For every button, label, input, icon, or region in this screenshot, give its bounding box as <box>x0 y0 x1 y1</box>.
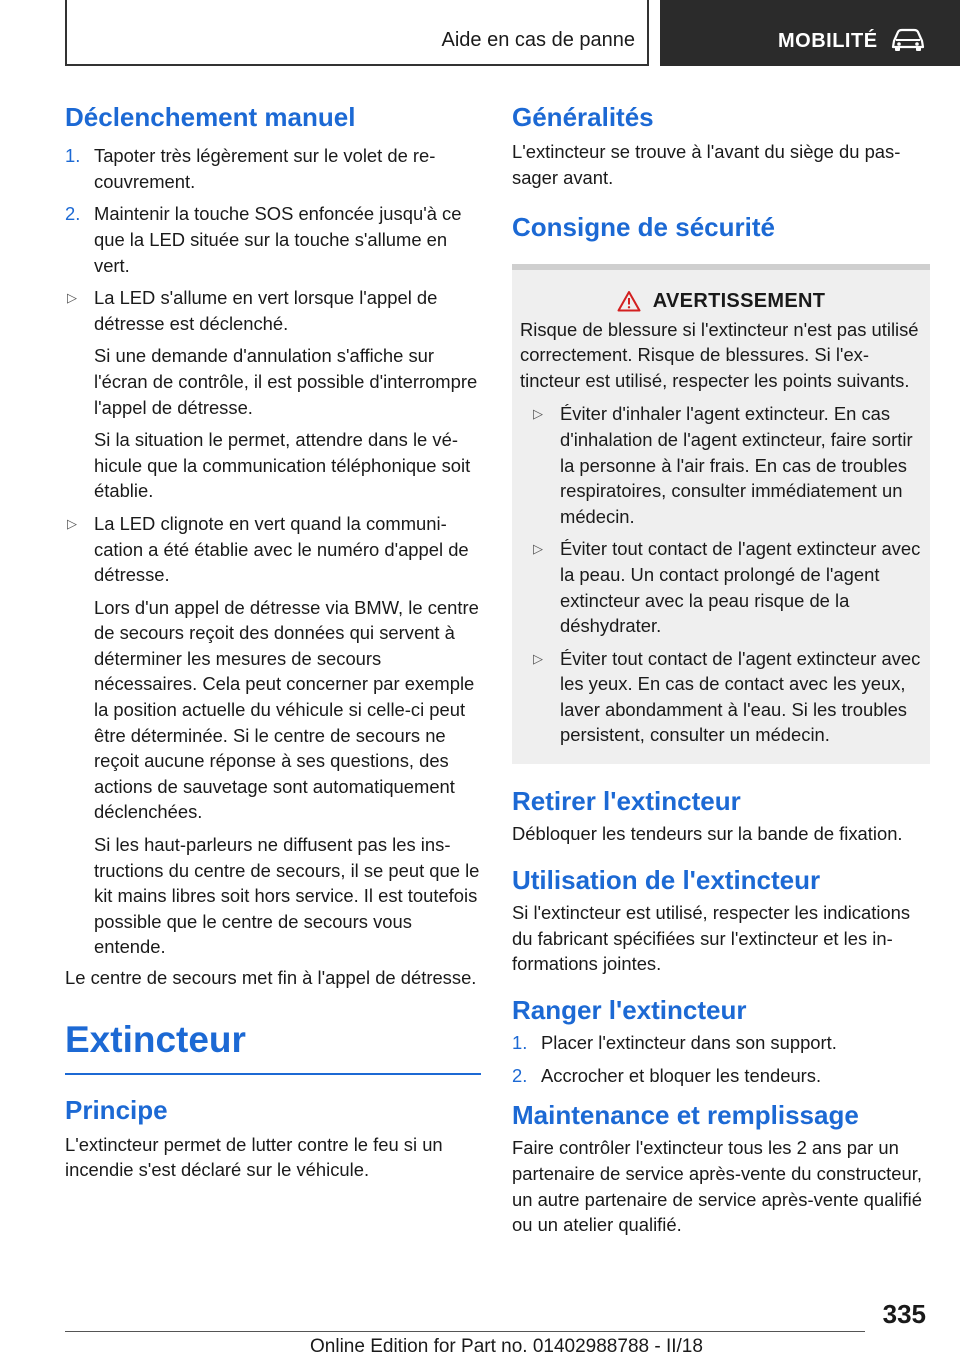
page-header <box>0 0 960 66</box>
page-number: 335 <box>882 1299 926 1329</box>
remove-text: Débloquer les tendeurs sur la bande de fixation. <box>512 823 903 845</box>
bullet-text: La LED clignote en vert quand la communication a été établie avec le numéro d'appel de détresse. <box>94 512 469 586</box>
triangle-bullet-icon: ▷ <box>533 541 543 557</box>
bullet-subtext: Si la situation le permet, attendre dans le véhicule que la communication téléphonique soit établie. <box>94 429 471 502</box>
warning-item-text: Éviter d'inhaler l'agent extincteur. En cas d'inhalation de l'agent extincteur, faire sortir la personne à l'air frais. En cas de troubles respiratoires, consulter immédiatement un médecin. <box>560 403 913 527</box>
maintenance-text: Faire contrôler l'extincteur tous les 2 ans par un partenaire de service après-vente du constructeur, un autre partenaire de service après-vente qualifié ou un atelier qualifié. <box>512 1137 922 1236</box>
store-heading: Ranger l'extincteur <box>512 994 747 1025</box>
list-item <box>531 401 922 529</box>
end-call-text: Le centre de secours met fin à l'appel de détresse. <box>65 967 477 988</box>
triangle-bullet-icon: ▷ <box>533 406 543 422</box>
right-column <box>512 100 930 1238</box>
header-section-title: Aide en cas de panne <box>441 29 635 51</box>
led-bullets-list <box>65 285 481 960</box>
triangle-bullet-icon: ▷ <box>67 515 77 531</box>
list-item <box>65 201 481 278</box>
warning-item-text: Éviter tout contact de l'agent extincteur avec la peau. Un contact prolongé de l'agent extincteur avec la peau risque de la déshydrater. <box>560 538 921 637</box>
step-text: Accrocher et bloquer les tendeurs. <box>541 1064 822 1086</box>
footer-edition: Online Edition for Part no. 01402988788 - II/18 <box>310 1336 703 1357</box>
safety-heading: Consigne de sécurité <box>512 212 775 243</box>
principle-heading: Principe <box>65 1094 168 1125</box>
warning-header <box>520 290 922 313</box>
step-text: Maintenir la touche SOS enfoncée jusqu'à ce que la LED située sur la touche s'allume en vert. <box>94 203 462 276</box>
warning-text: Risque de blessure si l'extincteur n'est pas utilisé correctement. Risque de blessures. Si l'extincteur est utilisé, respecter les points suivants. <box>520 318 919 391</box>
remove-heading: Retirer l'extincteur <box>512 786 741 817</box>
warning-items-list <box>520 401 922 748</box>
triangle-bullet-icon: ▷ <box>533 650 543 666</box>
step-text: Tapoter très légèrement sur le volet de recouvrement. <box>94 145 436 192</box>
warning-item-text: Éviter tout contact de l'agent extincteur avec les yeux. En cas de contact avec les yeux, laver abondamment à l'eau. Si les troubles persistent, consulter un médecin. <box>560 647 921 746</box>
bullet-subtext: Si une demande d'annulation s'affiche sur l'écran de contrôle, il est possible d'interrompre l'appel de détresse. <box>94 345 478 418</box>
list-item <box>65 511 481 960</box>
store-steps-list <box>512 1030 930 1088</box>
header-chapter-label: MOBILITÉ <box>778 30 878 52</box>
use-text: Si l'extincteur est utilisé, respecter les indications du fabricant spécifiées sur l'extincteur et les informations jointes. <box>512 902 911 975</box>
step-text: Placer l'extincteur dans son support. <box>541 1032 837 1053</box>
bullet-text: La LED s'allume en vert lorsque l'appel de détresse est déclenché. <box>94 287 438 334</box>
principle-text: L'extincteur permet de lutter contre le feu si un incendie s'est déclaré sur le véhicule. <box>65 1133 443 1181</box>
triangle-bullet-icon: ▷ <box>67 290 77 306</box>
list-item <box>65 285 481 504</box>
left-column <box>65 100 481 1183</box>
list-item <box>65 143 481 194</box>
list-item <box>531 536 922 638</box>
step-number: 2. <box>65 203 81 225</box>
maintenance-heading: Maintenance et remplissage <box>512 1100 859 1131</box>
bullet-subtext: Si les haut-parleurs ne diffusent pas les instructions du centre de secours, il se peut que le kit mains libres soit hors service. Il est toutefois possible que le centre de secours vous entende. <box>94 834 480 958</box>
bullet-subtext: Lors d'un appel de détresse via BMW, le centre de secours reçoit des données qui servent à déterminer les mesures de secours nécessaires. Cela peut concerner par exemple la position actuelle du véhicule si celle-ci peut être déterminée. Si le centre de secours ne reçoit aucune réponse à ses questions, des actions de sauvetage sont automatiquement déclenchées. <box>94 596 479 823</box>
manual-trigger-heading: Déclenchement manuel <box>65 102 356 132</box>
step-number: 1. <box>512 1032 528 1053</box>
chapter-title: Extincteur <box>65 1018 246 1060</box>
manual-steps-list <box>65 143 481 278</box>
general-heading: Généralités <box>512 102 654 132</box>
step-number: 2. <box>512 1064 528 1086</box>
general-text: L'extincteur se trouve à l'avant du siège du passager avant. <box>512 141 901 188</box>
list-item <box>512 1030 930 1056</box>
warning-triangle-icon <box>617 290 641 312</box>
car-icon <box>890 27 926 53</box>
list-item <box>531 646 922 748</box>
list-item <box>512 1063 930 1089</box>
chapter-divider <box>65 1073 481 1075</box>
warning-title: AVERTISSEMENT <box>652 289 826 312</box>
footer-divider <box>65 1331 865 1332</box>
use-heading: Utilisation de l'extincteur <box>512 864 821 895</box>
header-section-box <box>65 0 649 66</box>
header-chapter-tab <box>660 0 960 66</box>
warning-box <box>512 264 930 765</box>
step-number: 1. <box>65 145 81 167</box>
